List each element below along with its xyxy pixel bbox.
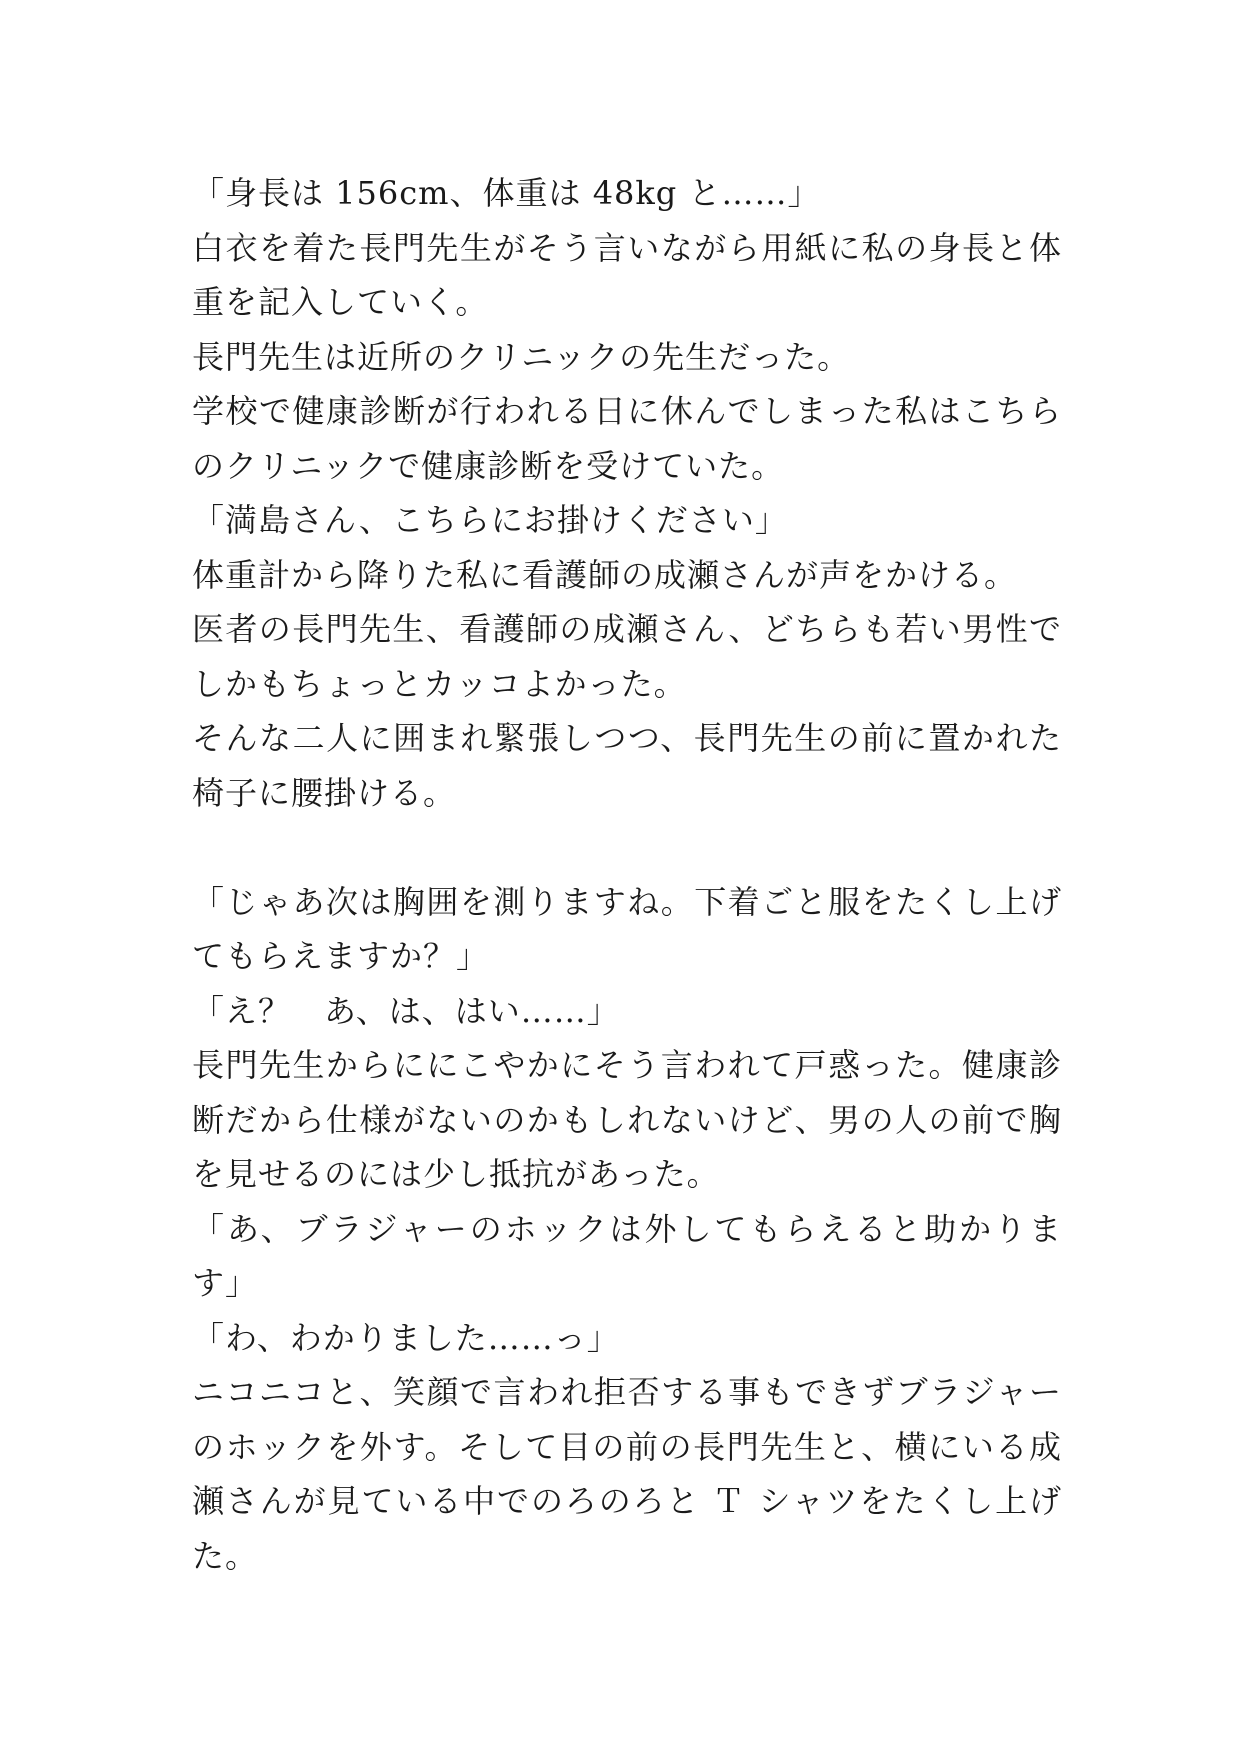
body-text xyxy=(192,166,1062,1583)
paragraph: 白衣を着た長門先生がそう言いながら用紙に私の身長と体重を記入していく。 xyxy=(192,228,1062,321)
paragraph: 医者の長門先生、看護師の成瀬さん、どちらも若い男性でしかもちょっとカッコよかった。 xyxy=(192,610,1062,703)
paragraph: 「え？ あ、は、はい……」 xyxy=(192,991,620,1030)
paragraph: 体重計から降りた私に看護師の成瀬さんが声をかける。 xyxy=(192,555,1018,594)
paragraph: そんな二人に囲まれ緊張しつつ、長門先生の前に置かれた椅子に腰掛ける。 xyxy=(192,719,1062,812)
paragraph: 「あ、ブラジャーのホックは外してもらえると助かります」 xyxy=(192,1209,1062,1302)
paragraph: 「じゃあ次は胸囲を測りますね。下着ごと服をたくし上げてもらえますか？」 xyxy=(192,882,1062,975)
paragraph: 「満島さん、こちらにお掛けください」 xyxy=(192,501,788,539)
paragraph: 「身長は 156cm、体重は 48kg と……」 xyxy=(192,174,821,212)
paragraph: 「わ、わかりました……っ」 xyxy=(192,1318,620,1357)
paragraph: ニコニコと、笑顔で言われ拒否する事もできずブラジャーのホックを外す。そして目の前の長門先生と、横にいる成瀬さんが見ている中でのろのろと Ｔ シャツをたくし上げた。 xyxy=(192,1373,1062,1575)
paragraph: 長門先生からににこやかにそう言われて戸惑った。健康診断だから仕様がないのかもしれないけど、男の人の前で胸を見せるのには少し抵抗があった。 xyxy=(192,1046,1062,1193)
paragraph: 学校で健康診断が行われる日に休んでしまった私はこちらのクリニックで健康診断を受けていた。 xyxy=(192,392,1062,485)
paragraph: 長門先生は近所のクリニックの先生だった。 xyxy=(192,337,851,376)
blank-line xyxy=(192,820,1062,875)
